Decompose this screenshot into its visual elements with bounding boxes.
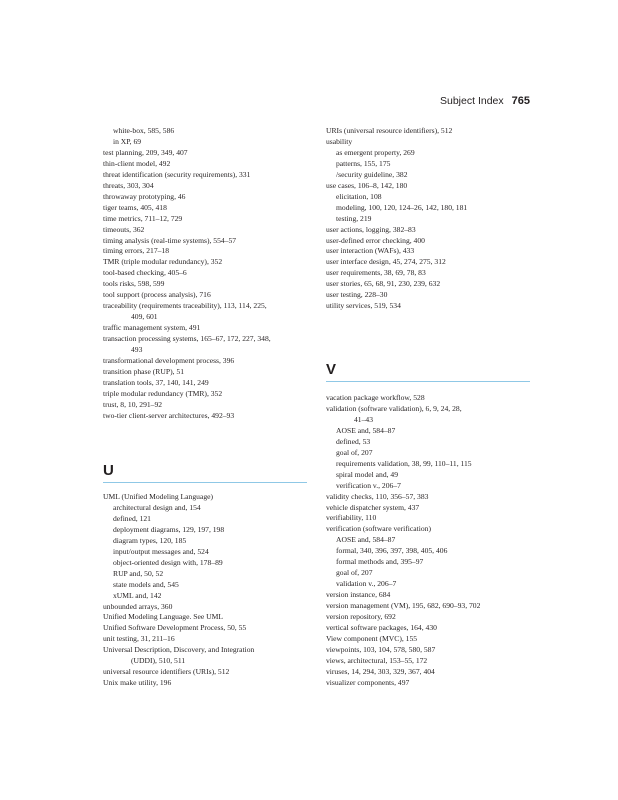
index-entry: Unix make utility, 196 xyxy=(103,678,172,688)
index-subentry: defined, 53 xyxy=(336,436,371,446)
index-subentry: xUML and, 142 xyxy=(113,590,162,600)
index-subentry: spiral model and, 49 xyxy=(336,469,399,479)
index-entry: validation (software validation), 6, 9, 24, 28, xyxy=(326,403,462,413)
index-entry: threats, 303, 304 xyxy=(103,180,154,190)
index-entry: verifiability, 110 xyxy=(326,513,377,523)
index-entry: timing analysis (real-time systems), 554–57 xyxy=(103,235,237,245)
index-entry: UML (Unified Modeling Language) xyxy=(103,492,214,501)
index-entry: trust, 8, 10, 291–92 xyxy=(103,399,163,409)
index-subentry: defined, 121 xyxy=(113,513,151,523)
index-entry: View component (MVC), 155 xyxy=(326,633,418,643)
index-entry: Universal Description, Discovery, and Integration xyxy=(103,645,255,655)
index-entry: user stories, 65, 68, 91, 230, 239, 632 xyxy=(326,279,441,289)
index-entry: user interaction (WAFs), 433 xyxy=(326,246,415,256)
index-entry: URIs (universal resource identifiers), 512 xyxy=(326,126,453,135)
index-subentry: deployment diagrams, 129, 197, 198 xyxy=(113,524,225,534)
index-entry: test planning, 209, 349, 407 xyxy=(103,147,188,157)
right-column-entries xyxy=(326,126,538,312)
index-entry: user requirements, 38, 69, 78, 83 xyxy=(326,268,426,278)
page-number: 765 xyxy=(511,95,530,107)
index-entry: timeouts, 362 xyxy=(103,224,145,234)
index-entry: unit testing, 31, 211–16 xyxy=(103,634,175,644)
index-subentry: /security guideline, 382 xyxy=(336,169,408,179)
index-entry: timing errors, 217–18 xyxy=(103,246,170,256)
index-entry: viewpoints, 103, 104, 578, 580, 587 xyxy=(326,644,436,654)
index-subentry: testing, 219 xyxy=(336,213,372,223)
index-subentry: goal of, 207 xyxy=(336,447,373,457)
index-subentry: AOSE and, 584–87 xyxy=(336,535,396,545)
index-subentry: diagram types, 120, 185 xyxy=(113,535,187,545)
index-subentry: in XP, 69 xyxy=(113,136,142,146)
index-entry: two-tier client-server architectures, 492–93 xyxy=(103,410,235,420)
index-entry: version repository, 692 xyxy=(326,612,396,622)
index-entry: universal resource identifiers (URIs), 512 xyxy=(103,667,230,677)
index-entry-continuation: (UDDI), 510, 511 xyxy=(131,656,186,666)
index-entry: user actions, logging, 382–83 xyxy=(326,224,416,234)
index-entry: transformational development process, 396 xyxy=(103,356,235,366)
section-letter-u: U xyxy=(103,462,114,479)
index-subentry: validation v., 206–7 xyxy=(336,579,397,589)
index-entry-continuation: 493 xyxy=(131,345,143,355)
index-entry: version instance, 684 xyxy=(326,590,391,600)
index-entry: Unified Modeling Language. See UML xyxy=(103,612,223,622)
index-subentry: architectural design and, 154 xyxy=(113,502,201,512)
index-entry: triple modular redundancy (TMR), 352 xyxy=(103,388,223,398)
index-subentry: RUP and, 50, 52 xyxy=(113,568,164,578)
index-subentry: object-oriented design with, 178–89 xyxy=(113,557,223,567)
index-entry: translation tools, 37, 140, 141, 249 xyxy=(103,377,209,387)
index-entry: version management (VM), 195, 682, 690–93, 702 xyxy=(326,601,481,611)
index-entry: threat identification (security requirements), 331 xyxy=(103,169,251,179)
index-entry: vacation package workflow, 528 xyxy=(326,393,425,402)
index-entry: verification (software verification) xyxy=(326,524,431,534)
index-entry: vertical software packages, 164, 430 xyxy=(326,623,437,633)
index-entry: tools risks, 598, 599 xyxy=(103,279,165,289)
index-entry: user testing, 228–30 xyxy=(326,290,388,300)
index-entry: user interface design, 45, 274, 275, 312 xyxy=(326,257,446,267)
index-entry: throwaway prototyping, 46 xyxy=(103,191,186,201)
index-subentry: formal methods and, 395–97 xyxy=(336,557,424,567)
index-entry: traffic management system, 491 xyxy=(103,323,201,333)
index-subentry: state models and, 545 xyxy=(113,579,179,589)
index-entry: use cases, 106–8, 142, 180 xyxy=(326,180,408,190)
index-entry: viruses, 14, 294, 303, 329, 367, 404 xyxy=(326,666,435,676)
index-subentry: as emergent property, 269 xyxy=(336,147,415,157)
running-header xyxy=(440,95,530,107)
index-entry: utility services, 519, 534 xyxy=(326,301,401,311)
index-entry: transition phase (RUP), 51 xyxy=(103,366,184,376)
index-entry: tiger teams, 405, 418 xyxy=(103,202,167,212)
index-subentry: AOSE and, 584–87 xyxy=(336,425,396,435)
left-column-entries xyxy=(103,126,315,422)
section-u-divider xyxy=(103,482,307,483)
index-entry: thin-client model, 492 xyxy=(103,158,171,168)
index-entry-continuation: 409, 601 xyxy=(131,312,158,322)
section-letter-v: V xyxy=(326,361,337,378)
index-entry: unbounded arrays, 360 xyxy=(103,601,173,611)
index-entry: TMR (triple modular redundancy), 352 xyxy=(103,257,223,267)
index-entry-continuation: 41–43 xyxy=(354,414,373,424)
index-subentry: patterns, 155, 175 xyxy=(336,158,391,168)
index-subentry: white-box, 585, 586 xyxy=(113,126,175,135)
index-entry: user-defined error checking, 400 xyxy=(326,235,425,245)
section-v-divider xyxy=(326,381,530,382)
index-subentry: goal of, 207 xyxy=(336,568,373,578)
section-u-entries xyxy=(103,492,315,689)
index-entry: time metrics, 711–12, 729 xyxy=(103,213,183,223)
index-entry: Unified Software Development Process, 50, 55 xyxy=(103,623,247,633)
index-entry: tool-based checking, 405–6 xyxy=(103,268,187,278)
index-subentry: formal, 340, 396, 397, 398, 405, 406 xyxy=(336,546,448,556)
index-entry: visualizer components, 497 xyxy=(326,677,410,687)
index-subentry: input/output messages and, 524 xyxy=(113,546,209,556)
index-entry: views, architectural, 153–55, 172 xyxy=(326,655,428,665)
index-subentry: verification v., 206–7 xyxy=(336,480,401,490)
index-entry: transaction processing systems, 165–67, 172, 227, 348, xyxy=(103,334,271,344)
section-v-entries xyxy=(326,393,538,689)
header-title: Subject Index xyxy=(440,95,504,107)
index-subentry: modeling, 100, 120, 124–26, 142, 180, 181 xyxy=(336,202,468,212)
index-subentry: requirements validation, 38, 99, 110–11, 115 xyxy=(336,458,472,468)
index-subentry: elicitation, 108 xyxy=(336,191,382,201)
index-entry: tool support (process analysis), 716 xyxy=(103,290,211,300)
index-entry: usability xyxy=(326,136,353,146)
index-entry: validity checks, 110, 356–57, 383 xyxy=(326,491,429,501)
index-entry: traceability (requirements traceability), 113, 114, 225, xyxy=(103,301,267,311)
index-entry: vehicle dispatcher system, 437 xyxy=(326,502,420,512)
